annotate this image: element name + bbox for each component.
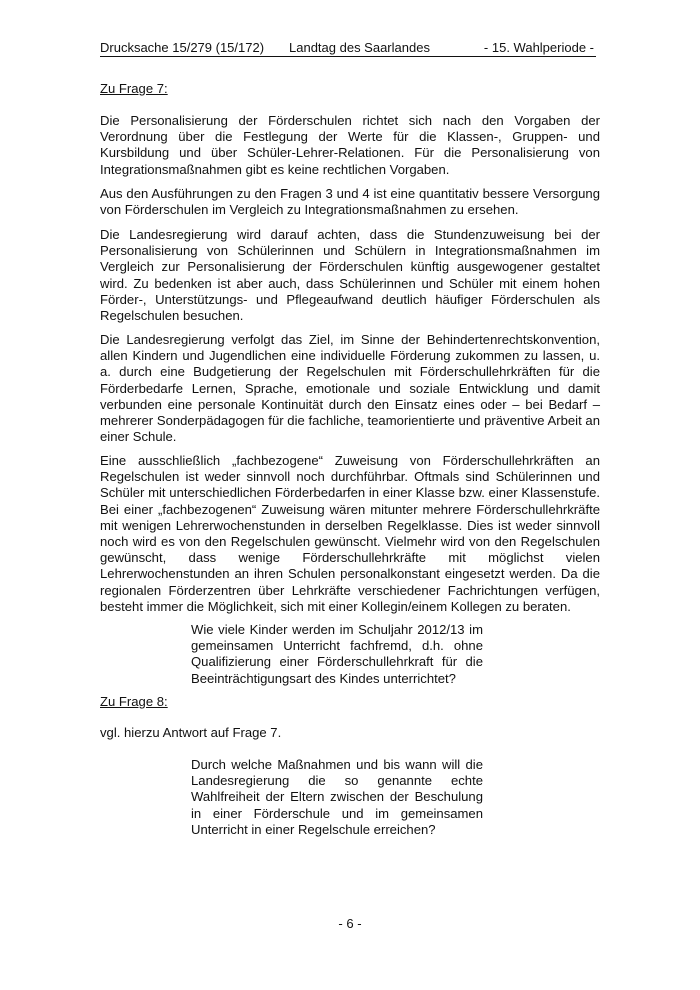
section-8-answer: vgl. hierzu Antwort auf Frage 7. [100, 725, 282, 740]
header-document-number: Drucksache 15/279 (15/172) [100, 40, 265, 55]
header-parliament: Landtag des Saarlandes [289, 40, 430, 55]
section-7-paragraph-2: Aus den Ausführungen zu den Fragen 3 und 4 ist eine quantitativ bessere Versorgung von Förderschulen im Vergleich zu Integrationsmaßnahmen zu ersehen. [100, 186, 600, 218]
section-7-paragraph-1: Die Personalisierung der Förderschulen richtet sich nach den Vorgaben der Verordnung über die Festlegung der Werte für die Klassen-, Gruppen- und Kursbildung und über Schüler-Lehrer-Relationen. Für die Personalisierung von Integrationsmaßnahmen gibt es keine rechtlichen Vorgaben. [100, 113, 600, 177]
document-header [100, 40, 596, 57]
question-9-text: Durch welche Maßnahmen und bis wann will die Landesregierung die so genannte echte Wahlfreiheit der Eltern zwischen der Beschulung in einer Förderschule und im gemeinsamen Unterricht in einer Regelschule erreichen? [191, 757, 483, 837]
header-legislative-period: - 15. Wahlperiode - [483, 40, 594, 55]
section-7-heading: Zu Frage 7: [100, 81, 168, 96]
section-7-paragraph-4: Die Landesregierung verfolgt das Ziel, im Sinne der Behindertenrechtskonvention, allen Kindern und Jugendlichen eine individuelle Förderung zukommen zu lassen, u. a. durch eine Budgetierung der Regelschulen mit Förderschullehrkräften für die Förderbedarfe Lernen, Sprache, emotionale und soziale Entwicklung und damit verbunden eine personale Kontinuität durch den Einsatz eines oder – bei Bedarf – mehrerer Sonderpädagogen für die fachliche, teamorientierte und präventive Arbeit an einer Schule. [100, 332, 600, 445]
section-7-paragraph-5: Eine ausschließlich „fachbezogene“ Zuweisung von Förderschullehrkräften an Regelschulen ist weder sinnvoll noch durchführbar. Oftmals sind Schülerinnen und Schüler mit unterschiedlichen Förderbedarfen in einer Klasse bzw. einer Klassenstufe. Bei einer „fachbezogenen“ Zuweisung wären mitunter mehrere Förderschullehrkräfte mit wenigen Lehrerwochenstunden in derselben Regelklasse. Dies ist weder sinnvoll noch wird es von den Regelschulen gewünscht. Vielmehr wird von den Regelschulen gewünscht, dass wenige Förderschullehrkräfte mit möglichst vielen Lehrerwochenstunden an ihren Schulen personalkonstant eingesetzt werden. Da die regionalen Förderzentren über Lehrkräfte verschiedener Fachrichtungen verfügen, besteht immer die Möglichkeit, sich mit einer Kollegin/einem Kollegen zu beraten. [100, 453, 600, 614]
section-7-paragraph-3: Die Landesregierung wird darauf achten, dass die Stundenzuweisung bei der Personalisierung von Schülerinnen und Schülern in Integrationsmaßnahmen im Vergleich zur Personalisierung der Förderschulen künftig ausgewogener gestaltet wird. Zu bedenken ist aber auch, dass Schülerinnen und Schüler mit einem hohen Förder-, Unterstützungs- und Pflegeaufwand deutlich häufiger Förderschulen als Regelschulen besuchen. [100, 227, 600, 324]
page-number: - 6 - [338, 916, 362, 931]
question-8-text: Wie viele Kinder werden im Schuljahr 2012/13 im gemeinsamen Unterricht fachfremd, d.h. ohne Qualifizierung einer Förderschullehrkraft für die Beeinträchtigungsart des Kindes unterrichtet? [191, 622, 483, 686]
section-8-heading: Zu Frage 8: [100, 694, 168, 709]
